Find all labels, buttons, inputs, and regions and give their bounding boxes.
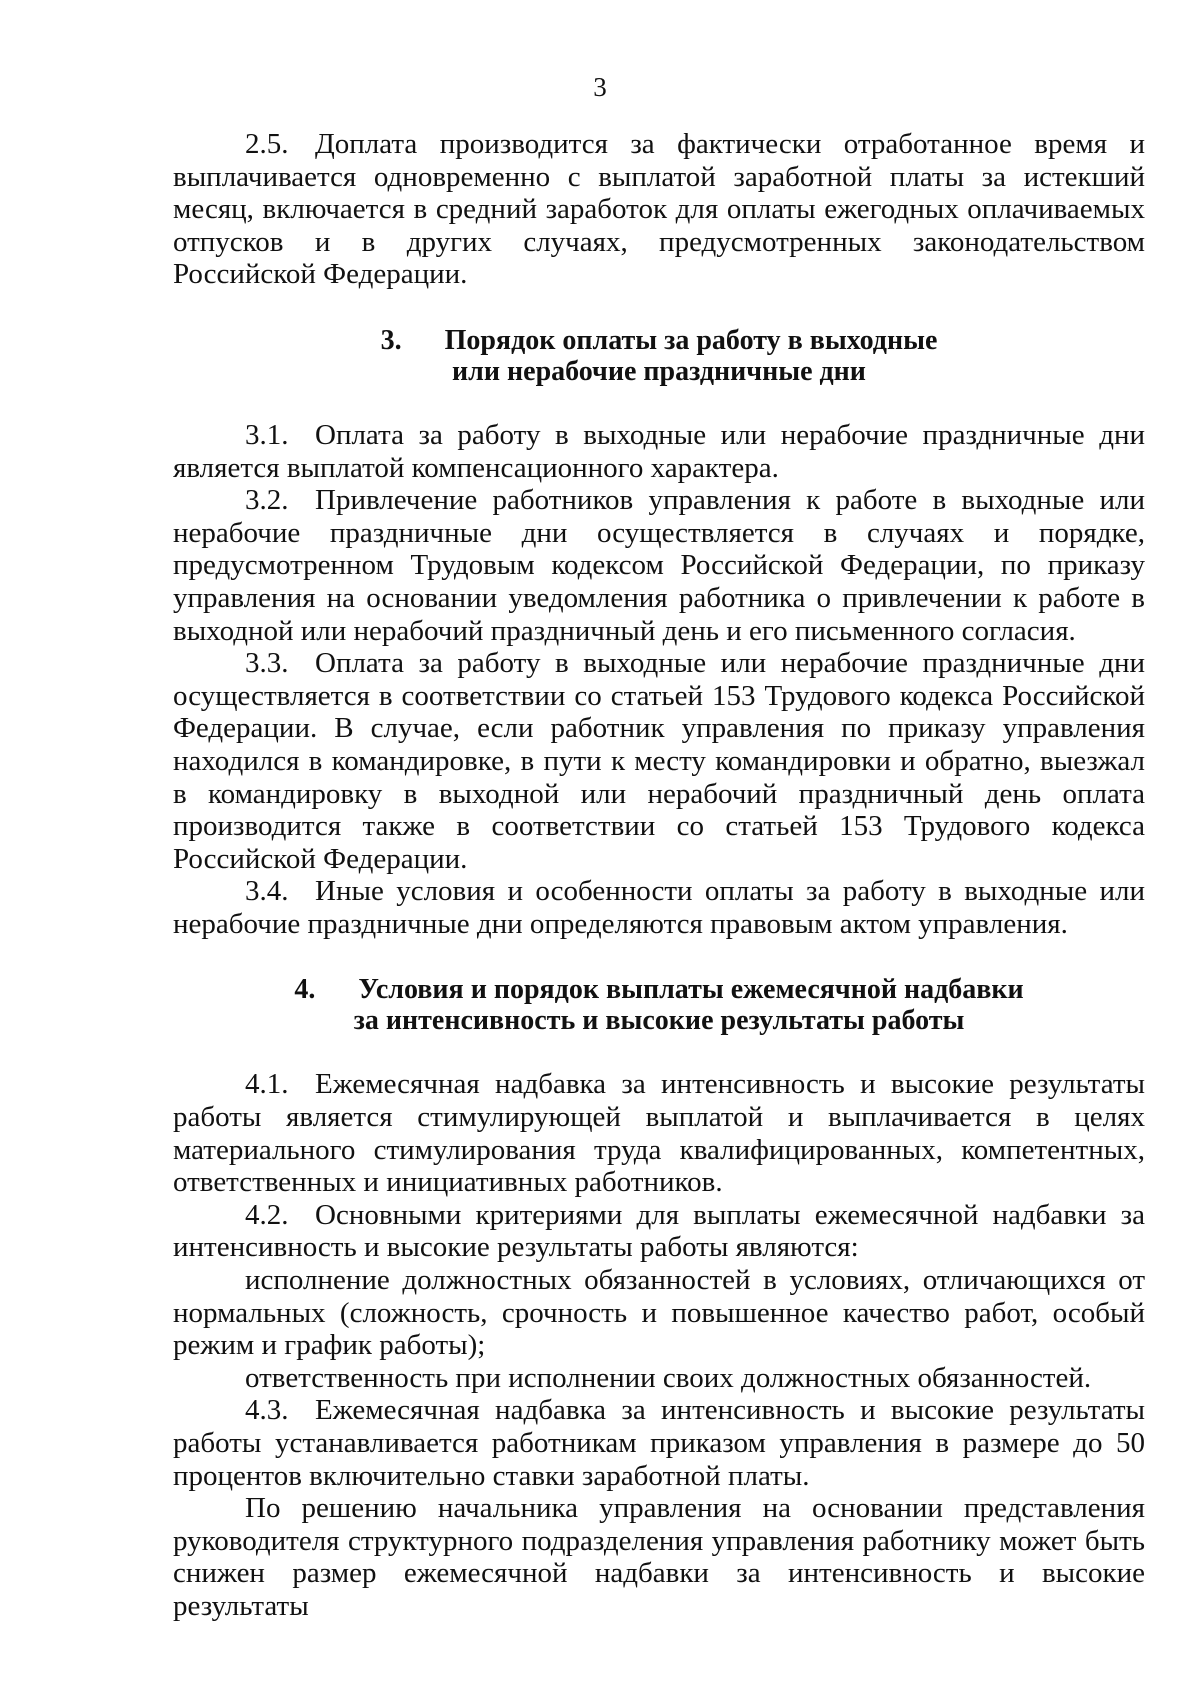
section-number: 4. [294, 974, 316, 1006]
criterion-2: ответственность при исполнении своих должностных обязанностей. [245, 1361, 1092, 1394]
paragraph-decision: По решению начальника управления на основании представления руководителя структурного подразделения управления работнику может быть снижен размер ежемесячной надбавки за интенсивность и высокие результаты [173, 1492, 1145, 1622]
section-title-line-1: Условия и порядок выплаты ежемесячной надбавки [358, 974, 1024, 1006]
criterion-1: исполнение должностных обязанностей в условиях, отличающихся от нормальных (сложность, срочность и повышенное качество работ, особый режим и график работы); [173, 1264, 1145, 1362]
paragraph-number: 3.2. [245, 484, 289, 517]
paragraph-number: 4.1. [245, 1068, 289, 1101]
paragraph-4-1 [173, 1068, 1145, 1198]
paragraph-number: 2.5. [245, 128, 289, 160]
paragraph-text: Ежемесячная надбавка за интенсивность и высокие результаты работы является стимулирующей выплатой и выплачивается в целях материального стимулирования труда квалифицированных, компетентных, ответственных и инициативных работников. [173, 1068, 1145, 1199]
section-3-heading [173, 325, 1145, 387]
paragraph-number: 3.1. [245, 418, 289, 451]
section-number: 3. [380, 324, 402, 356]
paragraph-number: 4.3. [245, 1394, 289, 1427]
paragraph-text: Доплата производится за фактически отработанное время и выплачивается одновременно с выплатой заработной платы за истекший месяц, включается в средний заработок для оплаты ежегодных оплачиваемых отпусков и в других случаях, предусмотренных законодательством Российской Федерации. [173, 128, 1145, 291]
paragraph-3-4 [173, 875, 1145, 940]
paragraph-text: Основными критериями для выплаты ежемесячной надбавки за интенсивность и высокие результаты работы являются: [173, 1198, 1145, 1264]
section-title-line-2: за интенсивность и высокие результаты работы [353, 1005, 965, 1037]
document-body [173, 128, 1145, 1623]
paragraph-4-3 [173, 1394, 1145, 1492]
paragraph-text: Ежемесячная надбавка за интенсивность и высокие результаты работы устанавливается работникам приказом управления в размере до 50 процентов включительно ставки заработной платы. [173, 1394, 1145, 1492]
paragraph-3-3 [173, 647, 1145, 875]
paragraph-3-2 [173, 484, 1145, 647]
paragraph-number: 4.2. [245, 1198, 289, 1231]
paragraph-2-5 [173, 128, 1145, 291]
section-4-heading [173, 974, 1145, 1036]
page-number: 3 [593, 72, 607, 102]
paragraph-text: Оплата за работу в выходные или нерабочие праздничные дни осуществляется в соответствии со статьей 153 Трудового кодекса Российской Федерации. В случае, если работник управления по приказу управления находился в командировке, в пути к месту командировки и обратно, выезжал в командировку в выходной или нерабочий праздничный день оплата производится также в соответствии со статьей 153 Трудового кодекса Российской Федерации. [173, 647, 1145, 875]
paragraph-number: 3.4. [245, 875, 289, 908]
paragraph-4-2 [173, 1199, 1145, 1264]
section-title-line-1: Порядок оплаты за работу в выходные [444, 324, 938, 356]
paragraph-text: Иные условия и особенности оплаты за работу в выходные или нерабочие праздничные дни определяются правовым актом управления. [173, 875, 1145, 940]
paragraph-text: Привлечение работников управления к работе в выходные или нерабочие праздничные дни осуществляется в случаях и порядке, предусмотренном Трудовым кодексом Российской Федерации, по приказу управления на основании уведомления работника о привлечении к работе в выходной или нерабочий праздничный день и его письменного согласия. [173, 484, 1145, 647]
paragraph-number: 3.3. [245, 647, 289, 680]
paragraph-3-1 [173, 419, 1145, 484]
section-title-line-2: или нерабочие праздничные дни [452, 355, 866, 387]
paragraph-text: Оплата за работу в выходные или нерабочие праздничные дни является выплатой компенсационного характера. [173, 418, 1145, 484]
